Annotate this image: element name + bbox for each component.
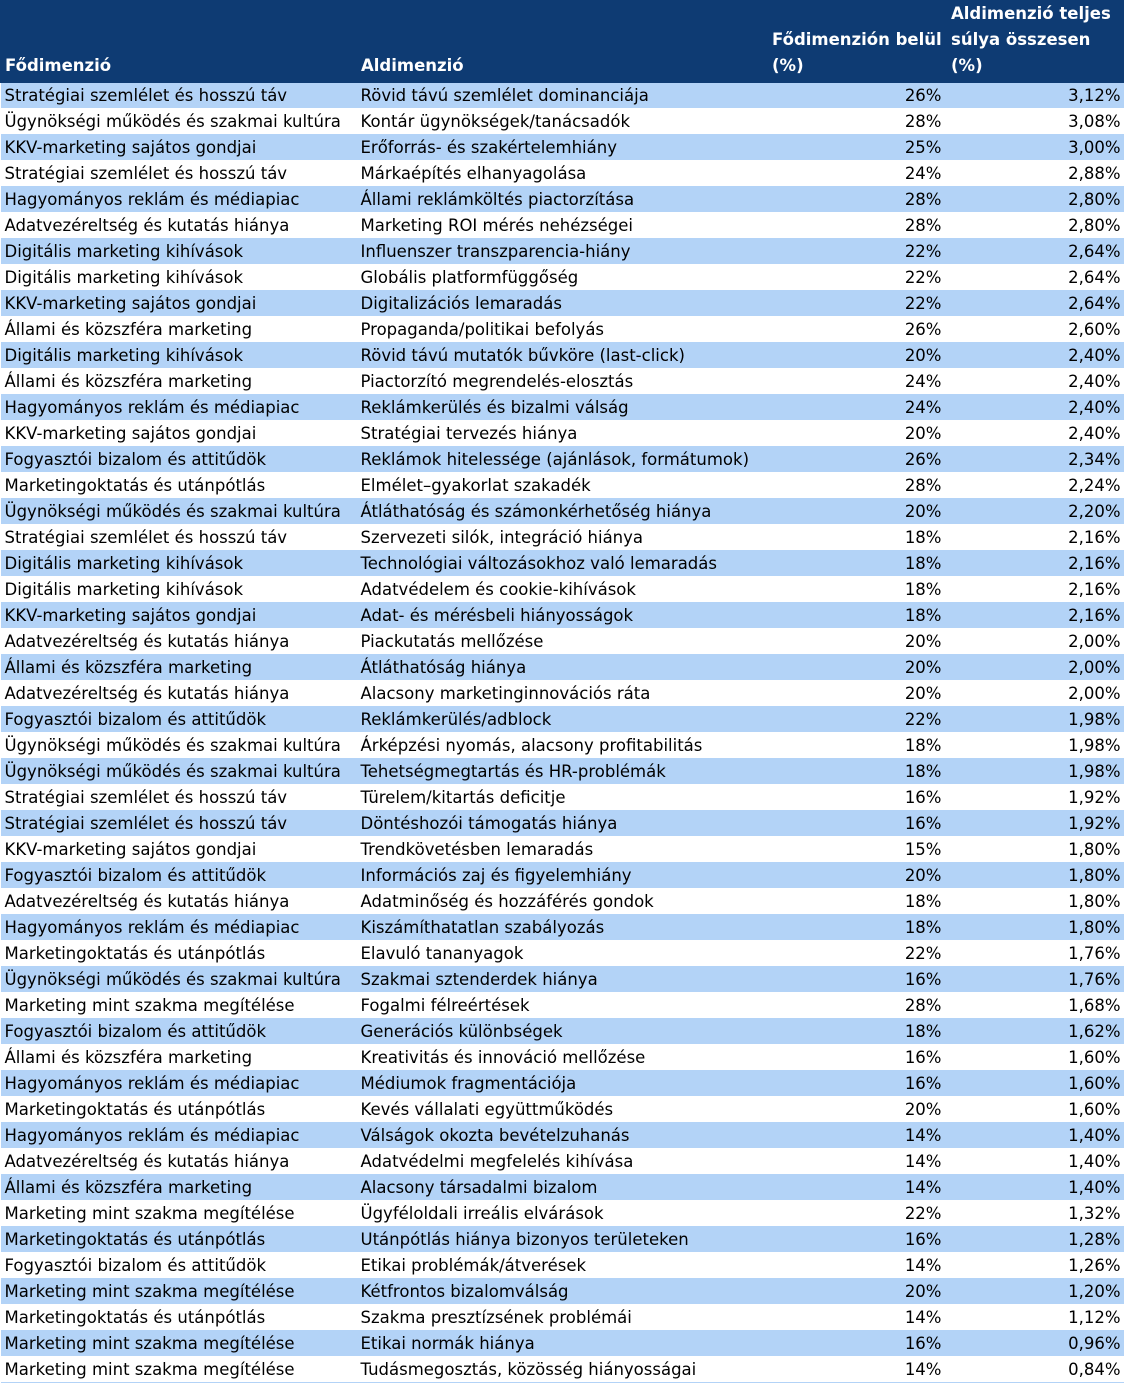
cell-fodimenzio: Marketingoktatás és utánpótlás xyxy=(1,941,357,967)
cell-aldimenzio: Adatvédelem és cookie-kihívások xyxy=(357,577,768,603)
table-row xyxy=(1,1279,1124,1305)
cell-fodimenzio: Hagyományos reklám és médiapiac xyxy=(1,1123,357,1149)
cell-teljes-suly: 2,16% xyxy=(947,603,1124,629)
cell-fodimenzion-belul: 14% xyxy=(768,1253,947,1279)
cell-fodimenzio: Marketingoktatás és utánpótlás xyxy=(1,1227,357,1253)
table-row xyxy=(1,499,1124,525)
cell-fodimenzion-belul: 20% xyxy=(768,1279,947,1305)
cell-fodimenzion-belul: 18% xyxy=(768,733,947,759)
cell-teljes-suly: 1,80% xyxy=(947,915,1124,941)
cell-teljes-suly: 1,40% xyxy=(947,1175,1124,1201)
cell-fodimenzion-belul: 22% xyxy=(768,239,947,265)
cell-teljes-suly: 2,80% xyxy=(947,213,1124,239)
cell-teljes-suly: 1,60% xyxy=(947,1045,1124,1071)
cell-teljes-suly: 2,40% xyxy=(947,369,1124,395)
table-row xyxy=(1,915,1124,941)
header-row xyxy=(1,1,1124,83)
cell-aldimenzio: Kevés vállalati együttműködés xyxy=(357,1097,768,1123)
table-row xyxy=(1,863,1124,889)
cell-teljes-suly: 2,24% xyxy=(947,473,1124,499)
cell-fodimenzion-belul: 16% xyxy=(768,785,947,811)
cell-teljes-suly: 2,16% xyxy=(947,577,1124,603)
cell-fodimenzion-belul: 26% xyxy=(768,317,947,343)
cell-teljes-suly: 2,34% xyxy=(947,447,1124,473)
cell-fodimenzio: Stratégiai szemlélet és hosszú táv xyxy=(1,83,357,109)
cell-fodimenzion-belul: 28% xyxy=(768,187,947,213)
table-row xyxy=(1,1175,1124,1201)
cell-teljes-suly: 1,76% xyxy=(947,967,1124,993)
cell-fodimenzion-belul: 26% xyxy=(768,447,947,473)
cell-teljes-suly: 2,64% xyxy=(947,265,1124,291)
table-row xyxy=(1,1045,1124,1071)
cell-fodimenzion-belul: 18% xyxy=(768,759,947,785)
cell-fodimenzion-belul: 22% xyxy=(768,707,947,733)
cell-aldimenzio: Adatvédelmi megfelelés kihívása xyxy=(357,1149,768,1175)
cell-fodimenzio: Adatvezéreltség és kutatás hiánya xyxy=(1,1149,357,1175)
cell-fodimenzion-belul: 24% xyxy=(768,161,947,187)
cell-teljes-suly: 1,62% xyxy=(947,1019,1124,1045)
cell-fodimenzion-belul: 25% xyxy=(768,135,947,161)
cell-aldimenzio: Türelem/kitartás deficitje xyxy=(357,785,768,811)
cell-aldimenzio: Reklámkerülés és bizalmi válság xyxy=(357,395,768,421)
cell-fodimenzio: Állami és közszféra marketing xyxy=(1,317,357,343)
cell-teljes-suly: 2,88% xyxy=(947,161,1124,187)
table-row xyxy=(1,135,1124,161)
cell-teljes-suly: 2,40% xyxy=(947,395,1124,421)
cell-fodimenzion-belul: 18% xyxy=(768,915,947,941)
cell-teljes-suly: 1,26% xyxy=(947,1253,1124,1279)
cell-fodimenzion-belul: 16% xyxy=(768,1071,947,1097)
table-row xyxy=(1,655,1124,681)
cell-aldimenzio: Stratégiai tervezés hiánya xyxy=(357,421,768,447)
cell-teljes-suly: 2,00% xyxy=(947,655,1124,681)
table-row xyxy=(1,811,1124,837)
cell-aldimenzio: Globális platformfüggőség xyxy=(357,265,768,291)
cell-teljes-suly: 1,80% xyxy=(947,889,1124,915)
cell-teljes-suly: 0,84% xyxy=(947,1357,1124,1383)
cell-aldimenzio: Piactorzító megrendelés-elosztás xyxy=(357,369,768,395)
cell-fodimenzion-belul: 16% xyxy=(768,1331,947,1357)
cell-teljes-suly: 2,64% xyxy=(947,291,1124,317)
table-row xyxy=(1,967,1124,993)
cell-teljes-suly: 1,68% xyxy=(947,993,1124,1019)
cell-teljes-suly: 2,16% xyxy=(947,551,1124,577)
cell-aldimenzio: Etikai normák hiánya xyxy=(357,1331,768,1357)
cell-fodimenzion-belul: 14% xyxy=(768,1149,947,1175)
cell-aldimenzio: Etikai problémák/átverések xyxy=(357,1253,768,1279)
cell-fodimenzion-belul: 26% xyxy=(768,83,947,109)
cell-aldimenzio: Rövid távú szemlélet dominanciája xyxy=(357,83,768,109)
cell-fodimenzio: Stratégiai szemlélet és hosszú táv xyxy=(1,161,357,187)
table-row xyxy=(1,421,1124,447)
cell-fodimenzio: Hagyományos reklám és médiapiac xyxy=(1,1071,357,1097)
cell-aldimenzio: Adat- és mérésbeli hiányosságok xyxy=(357,603,768,629)
cell-aldimenzio: Ügyféloldali irreális elvárások xyxy=(357,1201,768,1227)
cell-fodimenzion-belul: 16% xyxy=(768,1227,947,1253)
table-row xyxy=(1,317,1124,343)
cell-fodimenzio: Adatvezéreltség és kutatás hiánya xyxy=(1,681,357,707)
table-row xyxy=(1,1357,1124,1383)
cell-aldimenzio: Kreativitás és innováció mellőzése xyxy=(357,1045,768,1071)
cell-aldimenzio: Márkaépítés elhanyagolása xyxy=(357,161,768,187)
cell-fodimenzio: KKV-marketing sajátos gondjai xyxy=(1,421,357,447)
cell-fodimenzion-belul: 20% xyxy=(768,1097,947,1123)
table-row xyxy=(1,161,1124,187)
cell-fodimenzio: Marketing mint szakma megítélése xyxy=(1,1331,357,1357)
table-row xyxy=(1,941,1124,967)
table-row xyxy=(1,707,1124,733)
cell-fodimenzio: Marketing mint szakma megítélése xyxy=(1,1279,357,1305)
cell-fodimenzio: KKV-marketing sajátos gondjai xyxy=(1,135,357,161)
table-row xyxy=(1,187,1124,213)
cell-fodimenzion-belul: 18% xyxy=(768,577,947,603)
cell-fodimenzio: Marketing mint szakma megítélése xyxy=(1,993,357,1019)
table-body xyxy=(1,83,1124,1383)
cell-fodimenzion-belul: 22% xyxy=(768,291,947,317)
cell-fodimenzion-belul: 20% xyxy=(768,681,947,707)
cell-fodimenzio: Állami és közszféra marketing xyxy=(1,1175,357,1201)
cell-aldimenzio: Alacsony társadalmi bizalom xyxy=(357,1175,768,1201)
table-row xyxy=(1,1123,1124,1149)
table-row xyxy=(1,109,1124,135)
cell-fodimenzio: Digitális marketing kihívások xyxy=(1,551,357,577)
cell-teljes-suly: 0,96% xyxy=(947,1331,1124,1357)
cell-teljes-suly: 3,12% xyxy=(947,83,1124,109)
cell-aldimenzio: Kétfrontos bizalomválság xyxy=(357,1279,768,1305)
cell-teljes-suly: 2,16% xyxy=(947,525,1124,551)
cell-aldimenzio: Médiumok fragmentációja xyxy=(357,1071,768,1097)
table-row xyxy=(1,447,1124,473)
cell-teljes-suly: 2,00% xyxy=(947,681,1124,707)
table-row xyxy=(1,473,1124,499)
table-row xyxy=(1,603,1124,629)
cell-aldimenzio: Erőforrás- és szakértelemhiány xyxy=(357,135,768,161)
cell-fodimenzion-belul: 18% xyxy=(768,603,947,629)
table-row xyxy=(1,1253,1124,1279)
cell-fodimenzio: Hagyományos reklám és médiapiac xyxy=(1,395,357,421)
cell-teljes-suly: 1,92% xyxy=(947,785,1124,811)
cell-aldimenzio: Szervezeti silók, integráció hiánya xyxy=(357,525,768,551)
header-fodimenzion-belul: Fődimenzión belül (%) xyxy=(768,1,947,83)
table-row xyxy=(1,551,1124,577)
cell-aldimenzio: Árképzési nyomás, alacsony profitabilitás xyxy=(357,733,768,759)
table-row xyxy=(1,1227,1124,1253)
cell-fodimenzio: Stratégiai szemlélet és hosszú táv xyxy=(1,785,357,811)
cell-aldimenzio: Válságok okozta bevételzuhanás xyxy=(357,1123,768,1149)
table-row xyxy=(1,291,1124,317)
cell-fodimenzio: Adatvezéreltség és kutatás hiánya xyxy=(1,629,357,655)
cell-fodimenzio: Ügynökségi működés és szakmai kultúra xyxy=(1,733,357,759)
cell-teljes-suly: 1,98% xyxy=(947,759,1124,785)
cell-fodimenzion-belul: 20% xyxy=(768,421,947,447)
cell-fodimenzion-belul: 24% xyxy=(768,369,947,395)
cell-fodimenzio: Adatvezéreltség és kutatás hiánya xyxy=(1,213,357,239)
cell-fodimenzion-belul: 28% xyxy=(768,213,947,239)
cell-fodimenzion-belul: 24% xyxy=(768,395,947,421)
cell-aldimenzio: Átláthatóság és számonkérhetőség hiánya xyxy=(357,499,768,525)
table-row xyxy=(1,1201,1124,1227)
table-row xyxy=(1,1331,1124,1357)
table-row xyxy=(1,889,1124,915)
cell-fodimenzion-belul: 20% xyxy=(768,629,947,655)
cell-fodimenzion-belul: 14% xyxy=(768,1123,947,1149)
cell-aldimenzio: Szakmai sztenderdek hiánya xyxy=(357,967,768,993)
cell-aldimenzio: Utánpótlás hiánya bizonyos területeken xyxy=(357,1227,768,1253)
cell-fodimenzio: Stratégiai szemlélet és hosszú táv xyxy=(1,811,357,837)
table-row xyxy=(1,1305,1124,1331)
cell-fodimenzio: Digitális marketing kihívások xyxy=(1,265,357,291)
cell-fodimenzio: Hagyományos reklám és médiapiac xyxy=(1,187,357,213)
table-row xyxy=(1,993,1124,1019)
table-row xyxy=(1,785,1124,811)
table-row xyxy=(1,525,1124,551)
cell-fodimenzio: Állami és közszféra marketing xyxy=(1,655,357,681)
cell-fodimenzion-belul: 22% xyxy=(768,265,947,291)
table-row xyxy=(1,1019,1124,1045)
header-fodimenzio: Fődimenzió xyxy=(1,1,357,83)
cell-aldimenzio: Technológiai változásokhoz való lemaradás xyxy=(357,551,768,577)
cell-fodimenzion-belul: 20% xyxy=(768,863,947,889)
cell-fodimenzion-belul: 16% xyxy=(768,811,947,837)
cell-aldimenzio: Rövid távú mutatók bűvköre (last-click) xyxy=(357,343,768,369)
table-row xyxy=(1,629,1124,655)
cell-fodimenzion-belul: 16% xyxy=(768,967,947,993)
cell-aldimenzio: Tudásmegosztás, közösség hiányosságai xyxy=(357,1357,768,1383)
cell-aldimenzio: Átláthatóság hiánya xyxy=(357,655,768,681)
cell-aldimenzio: Influenszer transzparencia-hiány xyxy=(357,239,768,265)
cell-teljes-suly: 1,80% xyxy=(947,837,1124,863)
cell-aldimenzio: Elmélet–gyakorlat szakadék xyxy=(357,473,768,499)
table-row xyxy=(1,837,1124,863)
cell-fodimenzion-belul: 22% xyxy=(768,1201,947,1227)
cell-teljes-suly: 2,60% xyxy=(947,317,1124,343)
cell-aldimenzio: Kontár ügynökségek/tanácsadók xyxy=(357,109,768,135)
header-teljes-suly: Aldimenzió teljes súlya összesen (%) xyxy=(947,1,1124,83)
cell-teljes-suly: 1,98% xyxy=(947,707,1124,733)
cell-teljes-suly: 1,20% xyxy=(947,1279,1124,1305)
table-row xyxy=(1,395,1124,421)
cell-fodimenzio: Marketingoktatás és utánpótlás xyxy=(1,1305,357,1331)
cell-teljes-suly: 1,80% xyxy=(947,863,1124,889)
cell-fodimenzion-belul: 14% xyxy=(768,1305,947,1331)
cell-fodimenzio: Állami és közszféra marketing xyxy=(1,369,357,395)
cell-fodimenzion-belul: 20% xyxy=(768,499,947,525)
cell-aldimenzio: Digitalizációs lemaradás xyxy=(357,291,768,317)
table-row xyxy=(1,733,1124,759)
cell-fodimenzio: Marketingoktatás és utánpótlás xyxy=(1,1097,357,1123)
cell-fodimenzion-belul: 22% xyxy=(768,941,947,967)
table-row xyxy=(1,239,1124,265)
cell-aldimenzio: Döntéshozói támogatás hiánya xyxy=(357,811,768,837)
cell-fodimenzion-belul: 20% xyxy=(768,343,947,369)
cell-teljes-suly: 2,00% xyxy=(947,629,1124,655)
cell-aldimenzio: Reklámok hitelessége (ajánlások, formátumok) xyxy=(357,447,768,473)
cell-teljes-suly: 1,12% xyxy=(947,1305,1124,1331)
table-row xyxy=(1,1149,1124,1175)
cell-fodimenzio: Fogyasztói bizalom és attitűdök xyxy=(1,707,357,733)
cell-fodimenzion-belul: 16% xyxy=(768,1045,947,1071)
cell-teljes-suly: 1,28% xyxy=(947,1227,1124,1253)
cell-fodimenzion-belul: 18% xyxy=(768,551,947,577)
cell-aldimenzio: Adatminőség és hozzáférés gondok xyxy=(357,889,768,915)
cell-fodimenzio: KKV-marketing sajátos gondjai xyxy=(1,291,357,317)
cell-teljes-suly: 2,80% xyxy=(947,187,1124,213)
table-row xyxy=(1,343,1124,369)
cell-aldimenzio: Trendkövetésben lemaradás xyxy=(357,837,768,863)
table-row xyxy=(1,1071,1124,1097)
cell-aldimenzio: Elavuló tananyagok xyxy=(357,941,768,967)
table-row xyxy=(1,681,1124,707)
cell-aldimenzio: Fogalmi félreértések xyxy=(357,993,768,1019)
cell-teljes-suly: 1,32% xyxy=(947,1201,1124,1227)
cell-fodimenzio: KKV-marketing sajátos gondjai xyxy=(1,837,357,863)
cell-fodimenzion-belul: 14% xyxy=(768,1175,947,1201)
cell-fodimenzio: Adatvezéreltség és kutatás hiánya xyxy=(1,889,357,915)
cell-fodimenzion-belul: 18% xyxy=(768,1019,947,1045)
cell-fodimenzion-belul: 18% xyxy=(768,525,947,551)
cell-teljes-suly: 2,40% xyxy=(947,421,1124,447)
cell-teljes-suly: 2,20% xyxy=(947,499,1124,525)
cell-teljes-suly: 2,64% xyxy=(947,239,1124,265)
cell-teljes-suly: 3,08% xyxy=(947,109,1124,135)
cell-fodimenzio: Marketing mint szakma megítélése xyxy=(1,1357,357,1383)
cell-aldimenzio: Reklámkerülés/adblock xyxy=(357,707,768,733)
cell-fodimenzio: Digitális marketing kihívások xyxy=(1,343,357,369)
cell-fodimenzion-belul: 28% xyxy=(768,109,947,135)
cell-aldimenzio: Információs zaj és figyelemhiány xyxy=(357,863,768,889)
header-aldimenzio: Aldimenzió xyxy=(357,1,768,83)
cell-fodimenzio: Ügynökségi működés és szakmai kultúra xyxy=(1,109,357,135)
cell-fodimenzio: Ügynökségi működés és szakmai kultúra xyxy=(1,759,357,785)
cell-fodimenzion-belul: 15% xyxy=(768,837,947,863)
cell-aldimenzio: Tehetségmegtartás és HR-problémák xyxy=(357,759,768,785)
cell-teljes-suly: 1,98% xyxy=(947,733,1124,759)
cell-fodimenzio: Ügynökségi működés és szakmai kultúra xyxy=(1,967,357,993)
cell-fodimenzio: Fogyasztói bizalom és attitűdök xyxy=(1,1019,357,1045)
table-row xyxy=(1,759,1124,785)
table-row xyxy=(1,577,1124,603)
cell-fodimenzio: Marketing mint szakma megítélése xyxy=(1,1201,357,1227)
cell-fodimenzion-belul: 28% xyxy=(768,473,947,499)
cell-aldimenzio: Alacsony marketinginnovációs ráta xyxy=(357,681,768,707)
cell-aldimenzio: Marketing ROI mérés nehézségei xyxy=(357,213,768,239)
table-row xyxy=(1,83,1124,109)
cell-fodimenzion-belul: 28% xyxy=(768,993,947,1019)
cell-fodimenzion-belul: 20% xyxy=(768,655,947,681)
cell-fodimenzio: Marketingoktatás és utánpótlás xyxy=(1,473,357,499)
cell-teljes-suly: 3,00% xyxy=(947,135,1124,161)
table-row xyxy=(1,213,1124,239)
cell-fodimenzio: KKV-marketing sajátos gondjai xyxy=(1,603,357,629)
cell-fodimenzio: Ügynökségi működés és szakmai kultúra xyxy=(1,499,357,525)
table-row xyxy=(1,369,1124,395)
cell-fodimenzio: Digitális marketing kihívások xyxy=(1,577,357,603)
cell-aldimenzio: Szakma presztízsének problémái xyxy=(357,1305,768,1331)
cell-teljes-suly: 1,40% xyxy=(947,1149,1124,1175)
cell-aldimenzio: Kiszámíthatatlan szabályozás xyxy=(357,915,768,941)
table-row xyxy=(1,1097,1124,1123)
cell-fodimenzio: Fogyasztói bizalom és attitűdök xyxy=(1,447,357,473)
cell-fodimenzio: Fogyasztói bizalom és attitűdök xyxy=(1,863,357,889)
cell-fodimenzio: Digitális marketing kihívások xyxy=(1,239,357,265)
cell-aldimenzio: Piackutatás mellőzése xyxy=(357,629,768,655)
cell-teljes-suly: 2,40% xyxy=(947,343,1124,369)
cell-aldimenzio: Propaganda/politikai befolyás xyxy=(357,317,768,343)
cell-teljes-suly: 1,92% xyxy=(947,811,1124,837)
cell-aldimenzio: Állami reklámköltés piactorzítása xyxy=(357,187,768,213)
table-row xyxy=(1,265,1124,291)
cell-fodimenzio: Állami és közszféra marketing xyxy=(1,1045,357,1071)
cell-aldimenzio: Generációs különbségek xyxy=(357,1019,768,1045)
cell-teljes-suly: 1,60% xyxy=(947,1071,1124,1097)
cell-teljes-suly: 1,40% xyxy=(947,1123,1124,1149)
cell-fodimenzion-belul: 18% xyxy=(768,889,947,915)
cell-fodimenzio: Stratégiai szemlélet és hosszú táv xyxy=(1,525,357,551)
cell-teljes-suly: 1,76% xyxy=(947,941,1124,967)
table-header xyxy=(1,1,1124,83)
cell-teljes-suly: 1,60% xyxy=(947,1097,1124,1123)
cell-fodimenzio: Hagyományos reklám és médiapiac xyxy=(1,915,357,941)
cell-fodimenzion-belul: 14% xyxy=(768,1357,947,1383)
cell-fodimenzio: Fogyasztói bizalom és attitűdök xyxy=(1,1253,357,1279)
